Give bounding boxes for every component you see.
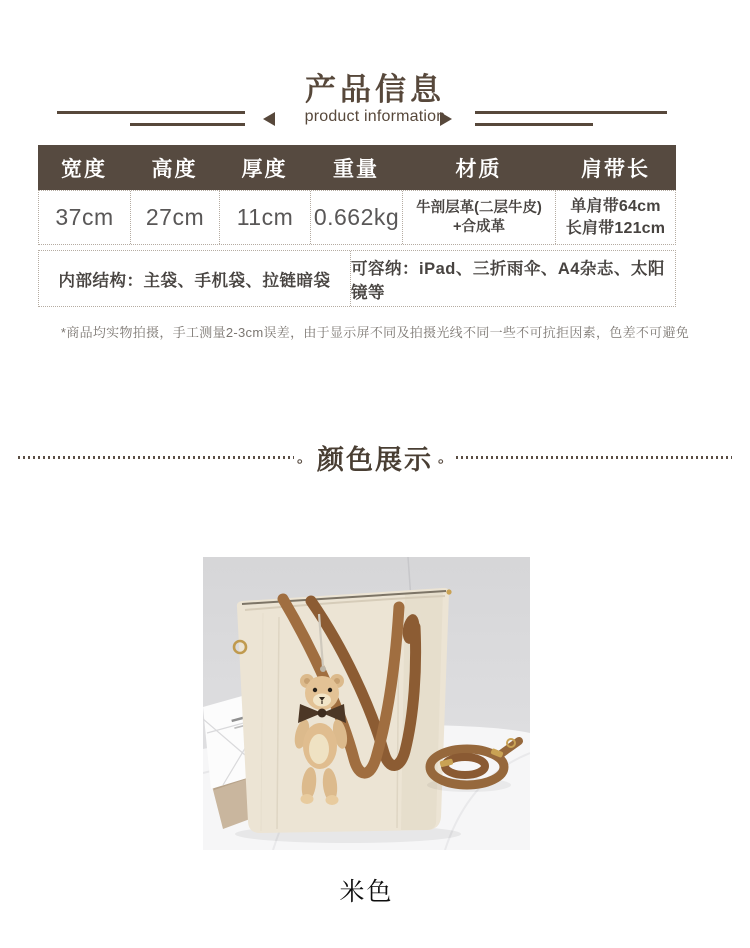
- cell-material: [403, 191, 556, 244]
- spec-table-detail-row: [38, 250, 676, 307]
- spec-table-value-row: [38, 190, 676, 245]
- decor-line-left-bottom: [130, 123, 245, 126]
- product-info-section-header: [0, 0, 750, 140]
- inner-structure-cell: 内部结构：主袋、手机袋、拉链暗袋: [39, 251, 351, 306]
- header-thickness: 厚度: [241, 157, 288, 181]
- triangle-right-icon: [440, 112, 452, 126]
- measurement-disclaimer: *商品均实物拍摄，手工测量2-3cm误差，由于显示屏不同及拍摄光线不同一些不可抗拒因素，色差不可避免: [60, 325, 690, 340]
- triangle-left-icon: [263, 112, 275, 126]
- color-section-title: 颜色展示: [317, 444, 433, 475]
- section-title: 产品信息: [305, 72, 445, 107]
- dotted-line-right: [456, 456, 732, 459]
- header-width: 宽度: [61, 157, 107, 181]
- thickness-value: 11cm: [236, 204, 294, 230]
- cell-thickness: [220, 191, 311, 244]
- header-strap-length: 肩带长: [581, 157, 650, 181]
- weight-value: 0.662kg: [313, 204, 400, 230]
- width-value: 37cm: [55, 204, 114, 230]
- header-weight: 重量: [333, 157, 379, 181]
- circle-mark-right: 。: [438, 448, 454, 466]
- material-line-2: +合成革: [453, 218, 505, 235]
- color-name-caption: 米色: [339, 878, 394, 906]
- material-line-1: 牛剖层革(二层牛皮): [416, 199, 542, 216]
- cell-width: [39, 191, 131, 244]
- spec-table: [38, 145, 676, 307]
- strap-length-line-2: 长肩带121cm: [565, 219, 666, 237]
- spec-table-header-row: [38, 145, 676, 190]
- color-display-section-header: [18, 434, 732, 480]
- strap-length-line-1: 单肩带64cm: [570, 197, 661, 215]
- decor-line-right-top: [475, 111, 667, 114]
- cell-height: [131, 191, 220, 244]
- product-photo-beige-tote-bag: [203, 557, 530, 850]
- height-value: 27cm: [145, 204, 205, 230]
- decor-line-left-top: [57, 111, 245, 114]
- bag-illustration: [203, 557, 530, 850]
- zipper-pull: [446, 589, 451, 594]
- header-height: 高度: [151, 157, 198, 181]
- cell-weight: [311, 191, 403, 244]
- dotted-line-left: [18, 456, 294, 459]
- capacity-cell: 可容纳：iPad、三折雨伞、A4杂志、太阳镜等: [351, 259, 665, 302]
- circle-mark-left: 。: [296, 448, 312, 466]
- section-title-block: [285, 64, 465, 126]
- cell-strap-length: [556, 191, 675, 244]
- header-material: 材质: [455, 157, 502, 181]
- decor-line-right-bottom: [475, 123, 593, 126]
- section-subtitle: product information: [304, 108, 446, 125]
